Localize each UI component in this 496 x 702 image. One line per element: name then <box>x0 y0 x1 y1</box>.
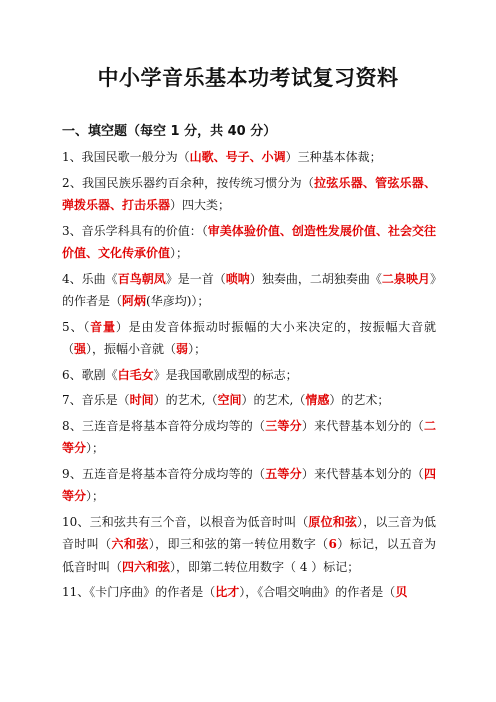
answer-text: 百鸟朝凤 <box>117 271 166 286</box>
answer-text: 唢呐 <box>225 271 250 286</box>
question-text: ）是由发音体振动时振幅的大小来决定的，按振幅大音就（ <box>62 319 436 356</box>
question-text: ），《合唱交响曲》的作者是（ <box>239 585 396 599</box>
question-text: ）的艺术,（ <box>153 393 218 407</box>
answer-text: 6 <box>328 537 337 551</box>
section-heading: 一、填空题（每空 1 分，共 40 分） <box>62 124 277 139</box>
question-text: ），即三和弦的第一转位用数字（ <box>148 537 329 551</box>
question-text: ）； <box>86 489 105 503</box>
question-item <box>62 220 436 265</box>
question-text: ），振幅小音就（ <box>86 342 177 356</box>
question-text: ）； <box>170 246 189 260</box>
question-text: 2、我国民族乐器约百余种，按传统习惯分为（ <box>62 175 315 190</box>
question-text: ）独奏曲，二胡独奏曲《 <box>249 271 382 286</box>
question-text: ）标记，以五音为低音时叫（ <box>62 537 436 574</box>
question-text: ）三种基本体裁； <box>285 150 382 164</box>
question-text: ）来代替基本划分的（ <box>301 466 424 481</box>
answer-text: 音量 <box>90 319 116 334</box>
question-text: ）的艺术,（ <box>241 393 306 407</box>
question-text: 》是我国歌剧成型的标志； <box>153 367 298 382</box>
question-text: ），即第二转位用数字（ 4 ）标记； <box>170 559 360 574</box>
answer-text: 时间 <box>129 393 154 407</box>
answer-text: 二泉映月 <box>381 271 430 286</box>
question-text: ）来代替基本划分的（ <box>301 418 424 433</box>
answer-text: 五等分 <box>265 466 302 481</box>
answer-text: 白毛女 <box>117 367 154 382</box>
answer-text: 拉弦乐器、管弦乐器、弹拨乐器、打击乐器 <box>62 175 436 212</box>
question-text: 4、乐曲《 <box>62 271 118 286</box>
question-item <box>62 389 436 412</box>
question-item <box>62 316 436 361</box>
question-item <box>62 268 436 313</box>
answer-text: 四六和弦 <box>122 559 171 574</box>
answer-text: 比才 <box>215 585 240 599</box>
question-text: 9、五连音是将基本音符分成均等的（ <box>62 466 266 481</box>
question-item <box>62 146 436 169</box>
answer-text: 原位和弦 <box>308 514 358 529</box>
question-item <box>62 415 436 460</box>
answer-text: 审美体验价值、创造性发展价值、社会交往价值、文化传承价值 <box>62 223 436 260</box>
page-title: 中小学音乐基本功考试复习资料 <box>97 66 399 90</box>
answer-text: 阿炳 <box>122 294 147 308</box>
question-text: 11、《卡门序曲》的作者是（ <box>62 585 216 599</box>
answer-text: 三等分 <box>265 418 302 433</box>
answer-text: 情感 <box>305 393 330 407</box>
question-text: ）； <box>86 441 105 455</box>
question-text: 7、音乐是（ <box>62 393 130 407</box>
question-text: ），以三音为低音时叫（ <box>62 514 436 551</box>
question-text: ）； <box>188 342 207 356</box>
question-text: 6、歌剧《 <box>62 367 118 382</box>
question-text: ）四大类； <box>170 198 231 212</box>
question-text: 5、（ <box>62 319 91 334</box>
question-text: 8、三连音是将基本音符分成均等的（ <box>62 418 266 433</box>
answer-text: 空间 <box>217 393 242 407</box>
question-text: 》是一首（ <box>165 271 226 286</box>
answer-text: 弱 <box>176 342 189 356</box>
question-text: ）的艺术； <box>329 393 390 407</box>
answer-text: 六和弦 <box>111 537 149 551</box>
answer-text: 山歌、号子、小调 <box>189 150 286 164</box>
question-item <box>62 172 436 217</box>
question-text: 》的作者是（ <box>62 271 436 308</box>
question-text: (华彦均)）； <box>146 294 210 308</box>
question-item <box>62 364 436 387</box>
question-item <box>62 581 436 604</box>
question-item <box>62 511 436 579</box>
question-list <box>62 146 436 607</box>
question-text: 3、音乐学科具有的价值：（ <box>62 223 208 238</box>
answer-text: 强 <box>74 342 87 356</box>
question-text: 1、我国民歌一般分为（ <box>62 150 190 164</box>
answer-text: 贝 <box>395 585 408 599</box>
answer-text: 二等分 <box>62 418 436 455</box>
question-item <box>62 463 436 508</box>
question-text: 10、三和弦共有三个音，以根音为低音时叫（ <box>62 514 309 529</box>
answer-text: 四等分 <box>62 466 436 503</box>
